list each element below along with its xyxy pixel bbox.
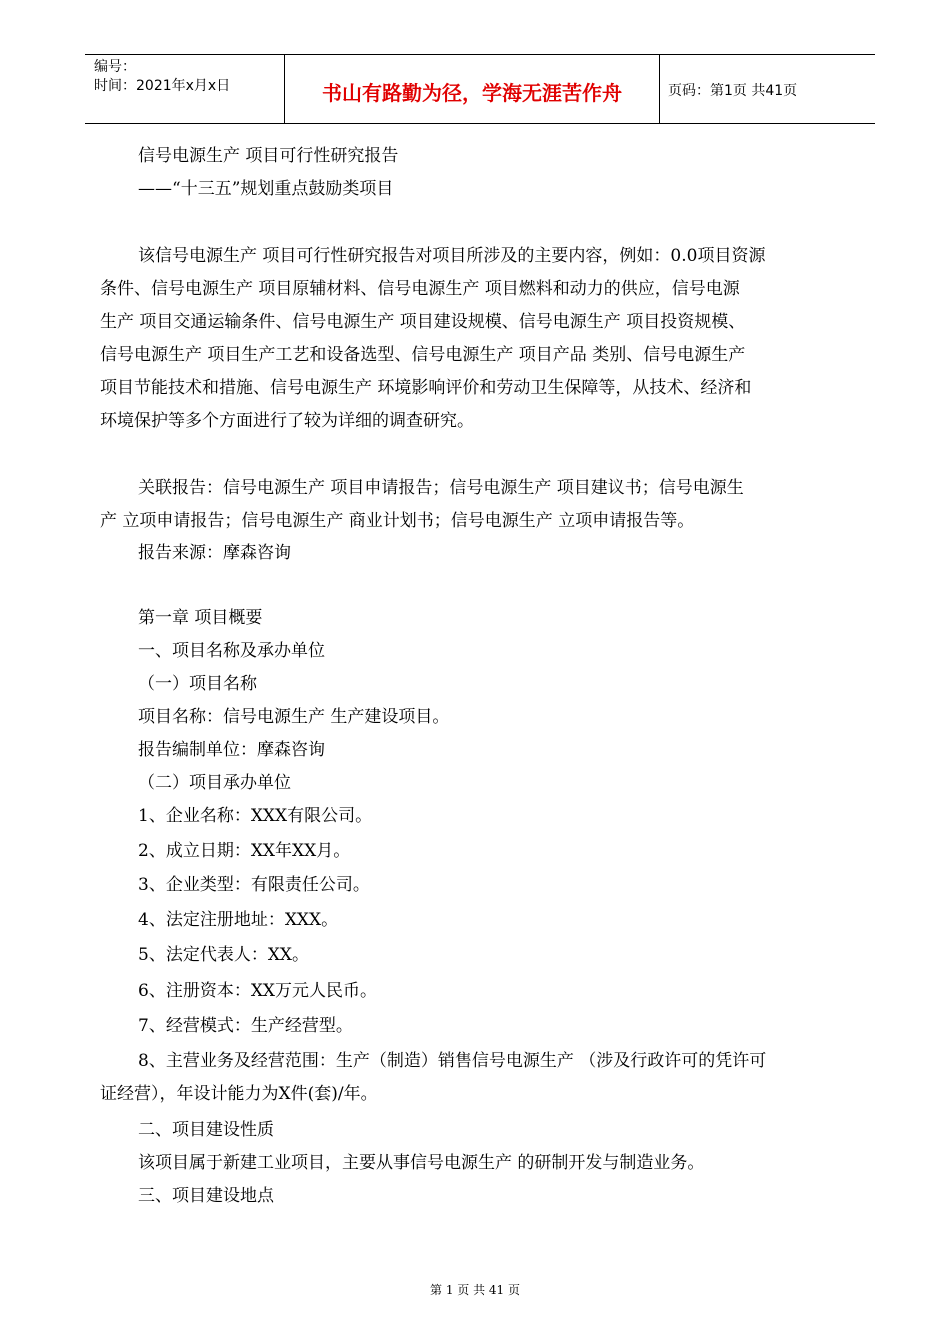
intro-line: 项目节能技术和措施、信号电源生产 环境影响评价和劳动卫生保障等，从技术、经济和 bbox=[100, 378, 752, 398]
report-source: 报告来源：摩森咨询 bbox=[138, 543, 291, 563]
header-motto: 书山有路勤为径，学海无涯苦作舟 bbox=[322, 81, 622, 105]
section-text: 该项目属于新建工业项目，主要从事信号电源生产 的研制开发与制造业务。 bbox=[138, 1153, 705, 1173]
list-item: 8、主营业务及经营范围：生产（制造）销售信号电源生产 （涉及行政许可的凭许可 bbox=[138, 1051, 767, 1071]
related-reports-line: 关联报告：信号电源生产 项目申请报告；信号电源生产 项目建议书；信号电源生 bbox=[138, 478, 744, 498]
compiler-unit: 报告编制单位：摩森咨询 bbox=[138, 740, 325, 760]
related-reports-line: 产 立项申请报告；信号电源生产 商业计划书；信号电源生产 立项申请报告等。 bbox=[100, 511, 695, 531]
list-item: 3、企业类型：有限责任公司。 bbox=[138, 875, 370, 895]
list-item-continued: 证经营），年设计能力为X件(套)/年。 bbox=[100, 1084, 378, 1104]
header-divider bbox=[659, 55, 660, 123]
report-title: 信号电源生产 项目可行性研究报告 bbox=[138, 146, 399, 166]
chapter-title: 第一章 项目概要 bbox=[138, 608, 263, 628]
section-heading: 三、项目建设地点 bbox=[138, 1186, 274, 1206]
section-heading: 一、项目名称及承办单位 bbox=[138, 641, 325, 661]
header-page-info: 页码：第1页 共41页 bbox=[668, 83, 798, 99]
page-header bbox=[85, 54, 875, 124]
intro-line: 条件、信号电源生产 项目原辅材料、信号电源生产 项目燃料和动力的供应，信号电源 bbox=[100, 279, 740, 299]
page-footer: 第 1 页 共 41 页 bbox=[430, 1283, 520, 1297]
intro-line: 该信号电源生产 项目可行性研究报告对项目所涉及的主要内容，例如：0.0项目资源 bbox=[138, 246, 766, 266]
list-item: 6、注册资本：XX万元人民币。 bbox=[138, 981, 378, 1001]
number-label: 编号： bbox=[94, 59, 136, 75]
section-heading: 二、项目建设性质 bbox=[138, 1120, 274, 1140]
header-meta bbox=[94, 58, 230, 96]
list-item: 4、法定注册地址：XXX。 bbox=[138, 910, 339, 930]
intro-line: 信号电源生产 项目生产工艺和设备选型、信号电源生产 项目产品 类别、信号电源生产 bbox=[100, 345, 746, 365]
intro-line: 环境保护等多个方面进行了较为详细的调查研究。 bbox=[100, 411, 474, 431]
time-label: 时间：2021年x月x日 bbox=[94, 78, 231, 94]
project-name: 项目名称：信号电源生产 生产建设项目。 bbox=[138, 707, 450, 727]
list-item: 7、经营模式：生产经营型。 bbox=[138, 1016, 353, 1036]
list-item: 5、法定代表人：XX。 bbox=[138, 945, 310, 965]
list-item: 2、成立日期：XX年XX月。 bbox=[138, 841, 351, 861]
subsection-heading: （二）项目承办单位 bbox=[138, 773, 291, 793]
subsection-heading: （一）项目名称 bbox=[138, 674, 257, 694]
intro-line: 生产 项目交通运输条件、信号电源生产 项目建设规模、信号电源生产 项目投资规模、 bbox=[100, 312, 746, 332]
report-subtitle: ——“十三五”规划重点鼓励类项目 bbox=[138, 179, 394, 199]
list-item: 1、企业名称：XXX有限公司。 bbox=[138, 806, 373, 826]
